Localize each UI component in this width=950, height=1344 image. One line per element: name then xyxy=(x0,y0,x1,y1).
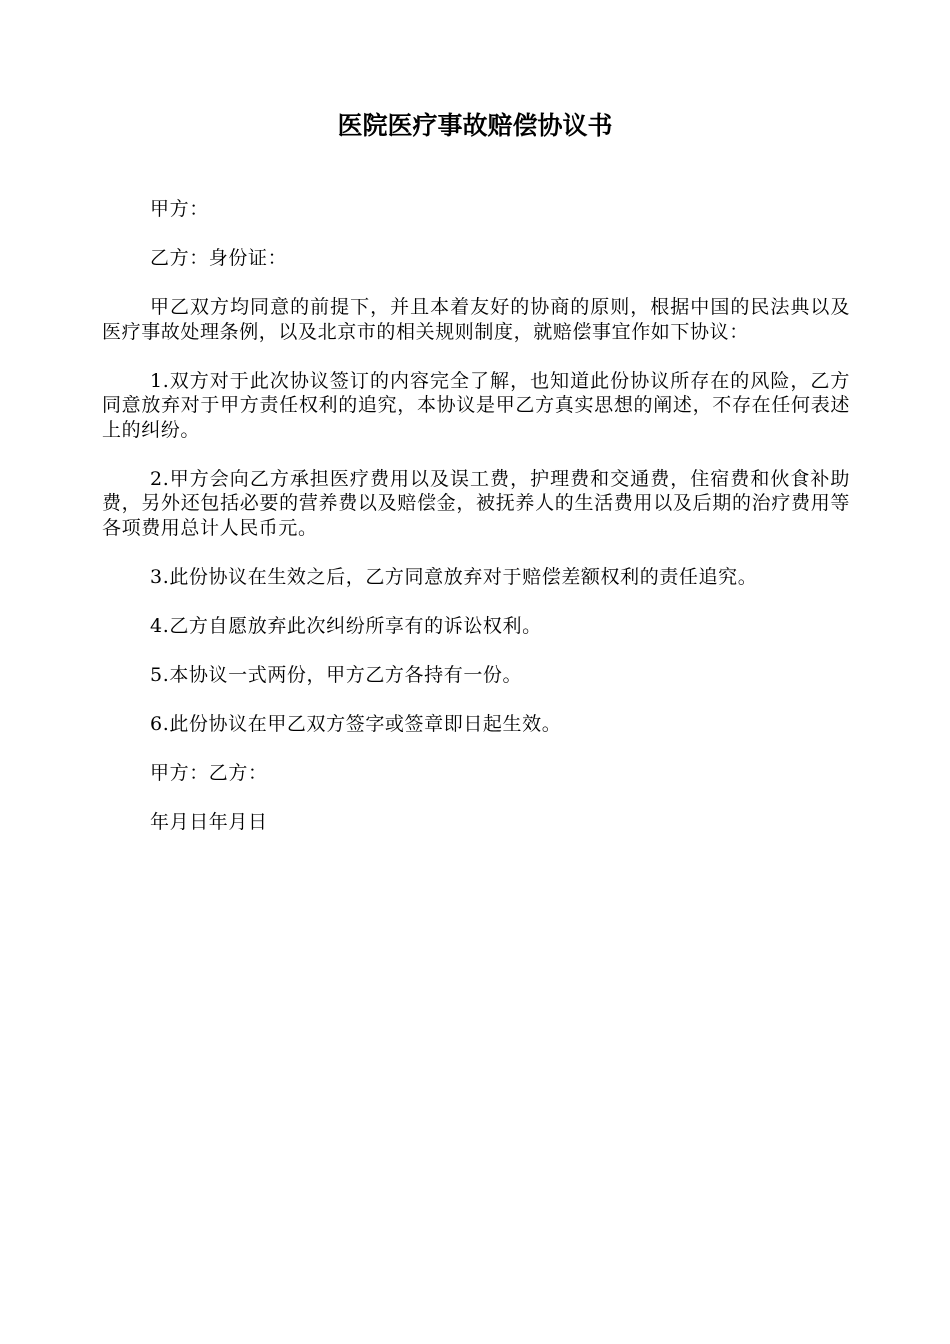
party-a-line: 甲方： xyxy=(150,198,209,220)
document-body xyxy=(102,197,850,859)
clause-6: 6.此份协议在甲乙双方签字或签章即日起生效。 xyxy=(150,712,562,735)
clause-2: 2.甲方会向乙方承担医疗费用以及误工费，护理费和交通费，住宿费和伙食补助费，另外还包括必要的营养费以及赔偿金，被抚养人的生活费用以及后期的治疗费用等各项费用总计人民币元。 xyxy=(102,467,850,539)
signature-line: 甲方：乙方： xyxy=(150,761,268,784)
document-title: 医院医疗事故赔偿协议书 xyxy=(337,111,613,140)
preamble-paragraph: 甲乙双方均同意的前提下，并且本着友好的协商的原则，根据中国的民法典以及医疗事故处理条例，以及北京市的相关规则制度，就赔偿事宜作如下协议： xyxy=(102,296,850,343)
clause-3: 3.此份协议在生效之后，乙方同意放弃对于赔偿差额权利的责任追究。 xyxy=(150,565,758,588)
date-line: 年月日年月日 xyxy=(150,810,268,833)
clause-4: 4.乙方自愿放弃此次纠纷所享有的诉讼权利。 xyxy=(150,614,542,637)
clause-5: 5.本协议一式两份，甲方乙方各持有一份。 xyxy=(150,663,523,686)
party-b-line: 乙方：身份证： xyxy=(150,247,288,269)
clause-1: 1.双方对于此次协议签订的内容完全了解，也知道此份协议所存在的风险，乙方同意放弃对于甲方责任权利的追究，本协议是甲乙方真实思想的阐述，不存在任何表述上的纠纷。 xyxy=(102,369,850,441)
